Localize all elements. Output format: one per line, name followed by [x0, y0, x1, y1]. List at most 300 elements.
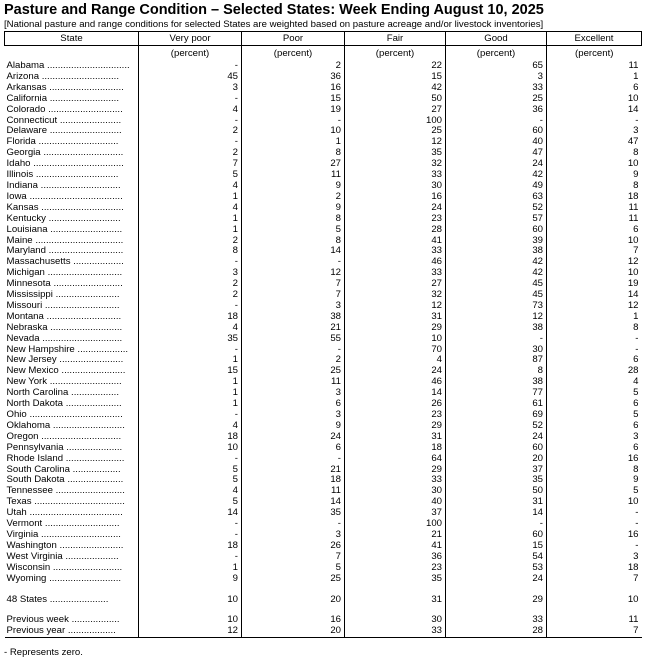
- poor-cell: 18: [242, 475, 345, 486]
- poor-cell: 3: [242, 388, 345, 399]
- good-cell: 60: [446, 126, 547, 137]
- state-cell: [5, 410, 139, 421]
- state-name: New York: [6, 377, 48, 388]
- leader-dots: ..................: [72, 464, 121, 475]
- previous-year-row: [5, 626, 642, 637]
- leader-dots: ..........................: [49, 93, 120, 104]
- table-row: [5, 497, 642, 508]
- poor-cell: -: [242, 257, 345, 268]
- fair-cell: 23: [345, 214, 446, 225]
- good-cell: 87: [446, 355, 547, 366]
- state-name: Delaware: [6, 126, 48, 137]
- spacer-cell: [242, 605, 345, 615]
- fair-cell: 31: [345, 312, 446, 323]
- state-name: South Dakota: [6, 475, 65, 486]
- state-cell: [5, 541, 139, 552]
- table-row: [5, 399, 642, 410]
- state-cell: [5, 192, 139, 203]
- good-cell: 63: [446, 192, 547, 203]
- table-row: [5, 563, 642, 574]
- leader-dots: ....................: [65, 551, 119, 562]
- poor-cell: 24: [242, 432, 345, 443]
- leader-dots: ........................: [55, 290, 120, 301]
- excellent-cell: 5: [547, 388, 642, 399]
- fair-cell: 14: [345, 388, 446, 399]
- good-cell: 38: [446, 323, 547, 334]
- leader-dots: ............................: [46, 311, 122, 322]
- excellent-cell: 10: [547, 94, 642, 105]
- fair-cell: 50: [345, 94, 446, 105]
- poor-cell: 36: [242, 72, 345, 83]
- good-cell: 42: [446, 268, 547, 279]
- spacer-row: [5, 585, 642, 595]
- poor-cell: 8: [242, 214, 345, 225]
- excellent-cell: 8: [547, 465, 642, 476]
- state-name: Indiana: [6, 180, 38, 191]
- excellent-cell: 10: [547, 595, 642, 606]
- excellent-cell: 1: [547, 72, 642, 83]
- very-poor-cell: 10: [139, 443, 242, 454]
- state-cell: [5, 170, 139, 181]
- state-name: Georgia: [6, 148, 41, 159]
- good-cell: 50: [446, 486, 547, 497]
- excellent-cell: 3: [547, 552, 642, 563]
- poor-cell: 25: [242, 366, 345, 377]
- state-name: Maine: [6, 235, 33, 246]
- spacer-cell: [446, 605, 547, 615]
- leader-dots: ...................: [73, 257, 124, 268]
- very-poor-cell: 4: [139, 105, 242, 116]
- spacer-cell: [446, 585, 547, 595]
- table-row: [5, 475, 642, 486]
- good-cell: 8: [446, 366, 547, 377]
- good-cell: 61: [446, 399, 547, 410]
- header-very-poor: Very poor: [139, 32, 242, 46]
- state-name: New Jersey: [6, 355, 57, 366]
- very-poor-cell: 2: [139, 126, 242, 137]
- fair-cell: 46: [345, 257, 446, 268]
- state-cell: [5, 497, 139, 508]
- header-excellent: Excellent: [547, 32, 642, 46]
- state-name: Rhode Island: [6, 453, 64, 464]
- state-cell: [5, 159, 139, 170]
- spacer-cell: [242, 585, 345, 595]
- state-cell: [5, 388, 139, 399]
- state-name: Idaho: [6, 159, 31, 170]
- very-poor-cell: 4: [139, 323, 242, 334]
- state-cell: [5, 345, 139, 356]
- state-cell: [5, 148, 139, 159]
- leader-dots: ............................: [48, 104, 123, 115]
- good-cell: 73: [446, 301, 547, 312]
- table-row: [5, 312, 642, 323]
- good-cell: 77: [446, 388, 547, 399]
- leader-dots: ..............................: [41, 431, 122, 442]
- very-poor-cell: 18: [139, 541, 242, 552]
- state-name: Colorado: [6, 104, 46, 115]
- excellent-cell: 12: [547, 257, 642, 268]
- poor-cell: 14: [242, 246, 345, 257]
- excellent-cell: 9: [547, 475, 642, 486]
- leader-dots: ........................: [61, 366, 126, 377]
- good-cell: 28: [446, 626, 547, 637]
- excellent-cell: 11: [547, 203, 642, 214]
- very-poor-cell: 5: [139, 475, 242, 486]
- very-poor-cell: 3: [139, 268, 242, 279]
- fair-cell: 12: [345, 301, 446, 312]
- fair-cell: 12: [345, 137, 446, 148]
- leader-dots: ...........................: [50, 322, 123, 333]
- very-poor-cell: 4: [139, 203, 242, 214]
- excellent-cell: 6: [547, 225, 642, 236]
- good-cell: 45: [446, 279, 547, 290]
- excellent-cell: 4: [547, 377, 642, 388]
- spacer-cell: [139, 585, 242, 595]
- state-cell: [5, 377, 139, 388]
- header-good: Good: [446, 32, 547, 46]
- state-name: Connecticut: [6, 115, 58, 126]
- state-cell: [5, 421, 139, 432]
- poor-cell: 3: [242, 410, 345, 421]
- good-cell: 39: [446, 236, 547, 247]
- table-row: [5, 552, 642, 563]
- very-poor-cell: 4: [139, 421, 242, 432]
- good-cell: 29: [446, 595, 547, 606]
- excellent-cell: 12: [547, 301, 642, 312]
- fair-cell: 23: [345, 563, 446, 574]
- very-poor-cell: 14: [139, 508, 242, 519]
- excellent-cell: 19: [547, 279, 642, 290]
- leader-dots: .......................: [59, 115, 122, 126]
- good-cell: 33: [446, 83, 547, 94]
- good-cell: 52: [446, 421, 547, 432]
- very-poor-cell: -: [139, 61, 242, 72]
- fair-cell: 40: [345, 497, 446, 508]
- fair-cell: 27: [345, 279, 446, 290]
- good-cell: 42: [446, 170, 547, 181]
- very-poor-cell: 10: [139, 615, 242, 626]
- table-row: [5, 214, 642, 225]
- excellent-cell: -: [547, 334, 642, 345]
- excellent-cell: 7: [547, 626, 642, 637]
- fair-cell: 18: [345, 443, 446, 454]
- table-row: [5, 519, 642, 530]
- units-cell: (percent): [242, 46, 345, 62]
- state-cell: [5, 552, 139, 563]
- poor-cell: 14: [242, 497, 345, 508]
- state-cell: [5, 279, 139, 290]
- excellent-cell: 11: [547, 61, 642, 72]
- leader-dots: .................................: [35, 235, 124, 246]
- good-cell: 60: [446, 225, 547, 236]
- poor-cell: 11: [242, 486, 345, 497]
- good-cell: 24: [446, 432, 547, 443]
- good-cell: 53: [446, 563, 547, 574]
- leader-dots: ..............................: [40, 180, 121, 191]
- leader-dots: ..............................: [38, 137, 119, 148]
- good-cell: 15: [446, 541, 547, 552]
- units-cell: (percent): [446, 46, 547, 62]
- poor-cell: 26: [242, 541, 345, 552]
- poor-cell: 27: [242, 159, 345, 170]
- state-name: Alabama: [6, 61, 45, 71]
- fair-cell: 4: [345, 355, 446, 366]
- state-cell: [5, 72, 139, 83]
- very-poor-cell: 18: [139, 312, 242, 323]
- state-cell: [5, 519, 139, 530]
- excellent-cell: -: [547, 116, 642, 127]
- good-cell: 24: [446, 159, 547, 170]
- fair-cell: 10: [345, 334, 446, 345]
- leader-dots: .....................: [66, 442, 123, 453]
- poor-cell: 2: [242, 355, 345, 366]
- very-poor-cell: -: [139, 530, 242, 541]
- very-poor-cell: 5: [139, 170, 242, 181]
- table-row: [5, 61, 642, 72]
- excellent-cell: 16: [547, 454, 642, 465]
- leader-dots: ..........................: [55, 486, 125, 497]
- state-name: California: [6, 93, 48, 104]
- state-cell: [5, 116, 139, 127]
- good-cell: 37: [446, 465, 547, 476]
- state-cell: [5, 61, 139, 72]
- very-poor-cell: 7: [139, 159, 242, 170]
- very-poor-cell: -: [139, 410, 242, 421]
- table-row: [5, 301, 642, 312]
- excellent-cell: 11: [547, 214, 642, 225]
- state-name: North Carolina: [6, 388, 69, 399]
- leader-dots: ............................: [48, 246, 124, 257]
- leader-dots: ............................: [49, 82, 124, 93]
- state-name: Oklahoma: [6, 420, 51, 431]
- very-poor-cell: -: [139, 257, 242, 268]
- very-poor-cell: 1: [139, 388, 242, 399]
- state-cell: [5, 574, 139, 585]
- poor-cell: 9: [242, 181, 345, 192]
- state-cell: [5, 443, 139, 454]
- condition-table: [4, 31, 642, 638]
- table-row: [5, 290, 642, 301]
- poor-cell: 6: [242, 399, 345, 410]
- very-poor-cell: 1: [139, 225, 242, 236]
- poor-cell: 10: [242, 126, 345, 137]
- fair-cell: 46: [345, 377, 446, 388]
- very-poor-cell: 1: [139, 399, 242, 410]
- good-cell: 54: [446, 552, 547, 563]
- state-name: Vermont: [6, 519, 43, 530]
- fair-cell: 33: [345, 475, 446, 486]
- state-name: Texas: [6, 497, 32, 508]
- excellent-cell: 28: [547, 366, 642, 377]
- leader-dots: .............................: [41, 71, 120, 82]
- table-row: [5, 203, 642, 214]
- spacer-cell: [547, 585, 642, 595]
- state-name: Oregon: [6, 431, 39, 442]
- leader-dots: ...............................: [35, 170, 119, 181]
- excellent-cell: -: [547, 345, 642, 356]
- leader-dots: ........................: [59, 355, 124, 366]
- fair-cell: 31: [345, 432, 446, 443]
- fair-cell: 70: [345, 345, 446, 356]
- leader-dots: ...................................: [29, 508, 123, 519]
- state-name: Missouri: [6, 300, 43, 311]
- fair-cell: 15: [345, 72, 446, 83]
- good-cell: 69: [446, 410, 547, 421]
- table-row: [5, 530, 642, 541]
- table-row: [5, 465, 642, 476]
- leader-dots: ...................: [77, 344, 129, 355]
- table-row: [5, 377, 642, 388]
- poor-cell: 5: [242, 563, 345, 574]
- very-poor-cell: 1: [139, 214, 242, 225]
- report-subtitle: [National pasture and range conditions for selected States are weighted based on pasture acreage and/or livestock inventories]: [4, 19, 544, 30]
- fair-cell: 27: [345, 105, 446, 116]
- excellent-cell: 10: [547, 236, 642, 247]
- good-cell: 38: [446, 377, 547, 388]
- fair-cell: 24: [345, 366, 446, 377]
- fair-cell: 33: [345, 268, 446, 279]
- good-cell: 3: [446, 72, 547, 83]
- excellent-cell: 10: [547, 497, 642, 508]
- good-cell: 45: [446, 290, 547, 301]
- fair-cell: 37: [345, 508, 446, 519]
- state-name: Florida: [6, 137, 36, 148]
- table-row: [5, 574, 642, 585]
- poor-cell: 19: [242, 105, 345, 116]
- state-name: Virginia: [6, 529, 39, 540]
- excellent-cell: 3: [547, 126, 642, 137]
- good-cell: 12: [446, 312, 547, 323]
- table-row: [5, 159, 642, 170]
- fair-cell: 33: [345, 246, 446, 257]
- state-name: Kentucky: [6, 213, 46, 224]
- excellent-cell: 7: [547, 246, 642, 257]
- poor-cell: 2: [242, 61, 345, 72]
- table-body: [5, 46, 642, 638]
- spacer-cell: [5, 585, 139, 595]
- poor-cell: 7: [242, 552, 345, 563]
- poor-cell: 8: [242, 236, 345, 247]
- poor-cell: 6: [242, 443, 345, 454]
- leader-dots: ..........................: [53, 279, 123, 290]
- good-cell: 38: [446, 246, 547, 257]
- very-poor-cell: 5: [139, 465, 242, 476]
- table-row: [5, 72, 642, 83]
- state-cell: [5, 615, 139, 626]
- good-cell: 49: [446, 181, 547, 192]
- spacer-cell: [5, 605, 139, 615]
- very-poor-cell: -: [139, 301, 242, 312]
- fair-cell: 28: [345, 225, 446, 236]
- table-row: [5, 83, 642, 94]
- table-row: [5, 355, 642, 366]
- very-poor-cell: 5: [139, 497, 242, 508]
- very-poor-cell: 2: [139, 148, 242, 159]
- leader-dots: .....................: [65, 399, 122, 410]
- very-poor-cell: 1: [139, 192, 242, 203]
- good-cell: 65: [446, 61, 547, 72]
- very-poor-cell: 1: [139, 563, 242, 574]
- state-cell: [5, 181, 139, 192]
- excellent-cell: 6: [547, 83, 642, 94]
- very-poor-cell: 2: [139, 236, 242, 247]
- leader-dots: ...................................: [29, 191, 123, 202]
- state-cell: [5, 334, 139, 345]
- table-row: [5, 345, 642, 356]
- header-poor: Poor: [242, 32, 345, 46]
- very-poor-cell: -: [139, 345, 242, 356]
- state-name: Pennsylvania: [6, 442, 64, 453]
- leader-dots: ...........................: [49, 126, 122, 137]
- poor-cell: -: [242, 454, 345, 465]
- table-row: [5, 388, 642, 399]
- state-name: Kansas: [6, 202, 39, 213]
- poor-cell: 3: [242, 530, 345, 541]
- excellent-cell: 6: [547, 399, 642, 410]
- state-name: North Dakota: [6, 399, 64, 410]
- poor-cell: 5: [242, 225, 345, 236]
- good-cell: 57: [446, 214, 547, 225]
- leader-dots: ...................................: [29, 410, 123, 420]
- poor-cell: 16: [242, 615, 345, 626]
- state-name: Nevada: [6, 333, 40, 344]
- good-cell: 30: [446, 345, 547, 356]
- excellent-cell: 14: [547, 105, 642, 116]
- state-cell: [5, 246, 139, 257]
- leader-dots: ..............................: [43, 148, 124, 159]
- state-name: Washington: [6, 540, 57, 551]
- total-row: [5, 595, 642, 606]
- units-cell: (percent): [547, 46, 642, 62]
- leader-dots: ..................: [71, 615, 120, 626]
- poor-cell: -: [242, 345, 345, 356]
- leader-dots: ..............................: [41, 529, 121, 540]
- good-cell: 24: [446, 574, 547, 585]
- good-cell: 47: [446, 148, 547, 159]
- poor-cell: 9: [242, 421, 345, 432]
- fair-cell: 24: [345, 203, 446, 214]
- fair-cell: 29: [345, 323, 446, 334]
- excellent-cell: -: [547, 519, 642, 530]
- state-name: West Virginia: [6, 551, 63, 562]
- leader-dots: ............................: [44, 300, 120, 311]
- state-cell: [5, 214, 139, 225]
- fair-cell: 100: [345, 116, 446, 127]
- fair-cell: 26: [345, 399, 446, 410]
- good-cell: -: [446, 334, 547, 345]
- good-cell: 52: [446, 203, 547, 214]
- table-row: [5, 541, 642, 552]
- state-name: Ohio: [6, 410, 27, 420]
- fair-cell: 35: [345, 148, 446, 159]
- table-row: [5, 225, 642, 236]
- state-name: Utah: [6, 508, 27, 519]
- poor-cell: 1: [242, 137, 345, 148]
- excellent-cell: 3: [547, 432, 642, 443]
- excellent-cell: 18: [547, 192, 642, 203]
- very-poor-cell: -: [139, 137, 242, 148]
- excellent-cell: 1: [547, 312, 642, 323]
- very-poor-cell: 1: [139, 377, 242, 388]
- table-row: [5, 454, 642, 465]
- state-name: Michigan: [6, 268, 45, 279]
- poor-cell: 21: [242, 323, 345, 334]
- report-title: Pasture and Range Condition – Selected States: Week Ending August 10, 2025: [4, 2, 544, 18]
- table-row: [5, 443, 642, 454]
- state-name: New Hampshire: [6, 344, 75, 355]
- table-row: [5, 126, 642, 137]
- excellent-cell: 6: [547, 421, 642, 432]
